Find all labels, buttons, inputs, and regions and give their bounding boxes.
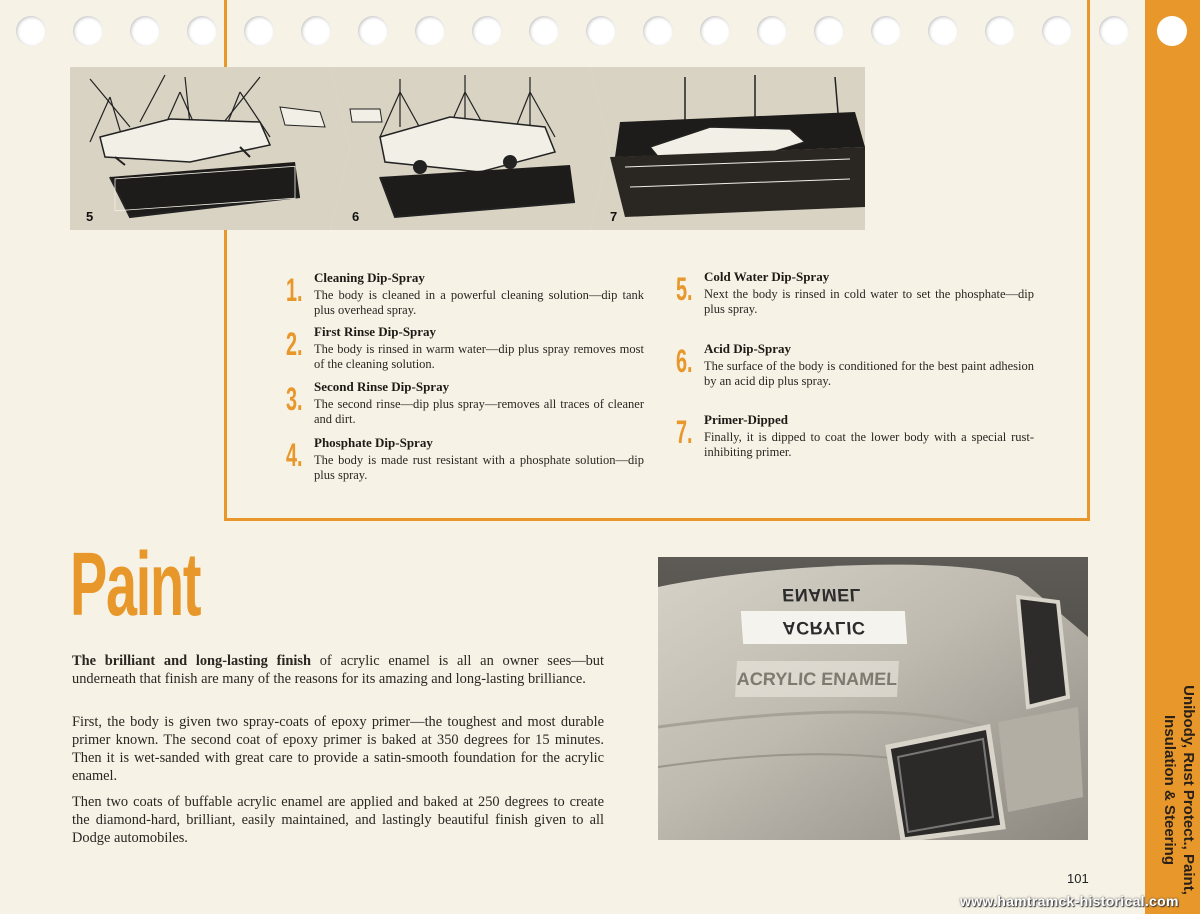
- binder-hole: [700, 16, 730, 46]
- binder-hole: [187, 16, 217, 46]
- step-description: The body is rinsed in warm water—dip plus spray removes most of the cleaning solution.: [314, 342, 644, 371]
- acrylic-enamel-sign: ACRYLIC ENAMEL: [741, 611, 907, 644]
- page-number: 101: [1067, 871, 1089, 886]
- paint-paragraph-3: Then two coats of buffable acrylic enamel are applied and baked at 250 degrees to create the diamond-hard, brilliant, easily maintained, and lastingly beautiful finish given to all Dodge automobiles.: [72, 794, 604, 846]
- step-number: 2.: [286, 326, 303, 362]
- binder-hole: [1042, 16, 1072, 46]
- binder-hole: [472, 16, 502, 46]
- frame-line: [224, 0, 227, 68]
- paragraph-text: of acrylic enamel is all an owner sees—but underneath that finish are many of the reasons for its amazing and long-lasting brilliance.: [72, 653, 604, 687]
- binder-hole: [358, 16, 388, 46]
- step-description: The body is cleaned in a powerful cleaning solution—dip tank plus overhead spray.: [314, 288, 644, 317]
- binder-hole: [928, 16, 958, 46]
- step-description: Finally, it is dipped to coat the lower body with a special rust-inhibiting primer.: [704, 430, 1034, 459]
- panel-number: 5: [86, 209, 94, 224]
- step-title: Phosphate Dip-Spray: [314, 435, 433, 450]
- illustration-panel-5: [70, 67, 350, 230]
- paragraph-lead: The brilliant and long-lasting finish: [72, 653, 311, 669]
- step-description: The second rinse—dip plus spray—removes all traces of cleaner and dirt.: [314, 397, 644, 426]
- binder-hole: [244, 16, 274, 46]
- step-description: The body is made rust resistant with a phosphate solution—dip plus spray.: [314, 453, 644, 482]
- frame-line: [1087, 0, 1090, 230]
- panel-number: 7: [610, 209, 618, 224]
- process-illustrations: [70, 67, 865, 230]
- binder-hole: [301, 16, 331, 46]
- section-title: Paint: [70, 535, 201, 635]
- step-title: First Rinse Dip-Spray: [314, 324, 437, 339]
- binder-hole: [16, 16, 46, 46]
- step-title: Acid Dip-Spray: [704, 341, 792, 356]
- step-number: 4.: [286, 437, 303, 473]
- step-number: 7.: [676, 414, 693, 450]
- sign-reflection: ACRYLIC ENAMEL: [735, 661, 899, 697]
- binder-hole: [1157, 16, 1187, 46]
- panel-number: 6: [352, 209, 360, 224]
- step-description: Next the body is rinsed in cold water to set the phosphate—dip plus spray.: [704, 287, 1034, 316]
- side-tab-label: [1148, 680, 1198, 900]
- binder-hole: [985, 16, 1015, 46]
- paint-paragraph-1: [72, 652, 604, 688]
- binder-hole: [757, 16, 787, 46]
- side-tab-line: Insulation & Steering: [1161, 714, 1178, 865]
- binder-hole: [130, 16, 160, 46]
- binder-holes: [0, 16, 1140, 48]
- step-number: 1.: [286, 272, 303, 308]
- side-tab-line: Unibody, Rust Protect., Paint,: [1180, 685, 1197, 895]
- step-title: Primer-Dipped: [704, 412, 788, 427]
- binder-hole: [415, 16, 445, 46]
- binder-hole: [1099, 16, 1129, 46]
- illustration-panel-7: [590, 67, 865, 230]
- step-number: 5.: [676, 271, 693, 307]
- illustration-panel-6: [330, 67, 610, 230]
- binder-hole: [73, 16, 103, 46]
- step-title: Cold Water Dip-Spray: [704, 269, 830, 284]
- step-number: 3.: [286, 381, 303, 417]
- binder-hole: [529, 16, 559, 46]
- paint-paragraph-2: First, the body is given two spray-coats of epoxy primer—the toughest and most durable primer known. The second coat of epoxy primer is baked at 350 degrees for 15 minutes. Then it is wet-sanded with great care to provide a satin-smooth foundation for the acrylic enamel.: [72, 714, 604, 784]
- step-title: Cleaning Dip-Spray: [314, 270, 425, 285]
- step-description: The surface of the body is conditioned for the best paint adhesion by an acid dip plus spray.: [704, 359, 1034, 388]
- binder-hole: [871, 16, 901, 46]
- step-number: 6.: [676, 343, 693, 379]
- binder-hole: [643, 16, 673, 46]
- binder-hole: [814, 16, 844, 46]
- car-hood-photo: [658, 557, 1088, 840]
- step-title: Second Rinse Dip-Spray: [314, 379, 450, 394]
- watermark: www.hamtramck-historical.com: [960, 893, 1179, 909]
- binder-hole: [586, 16, 616, 46]
